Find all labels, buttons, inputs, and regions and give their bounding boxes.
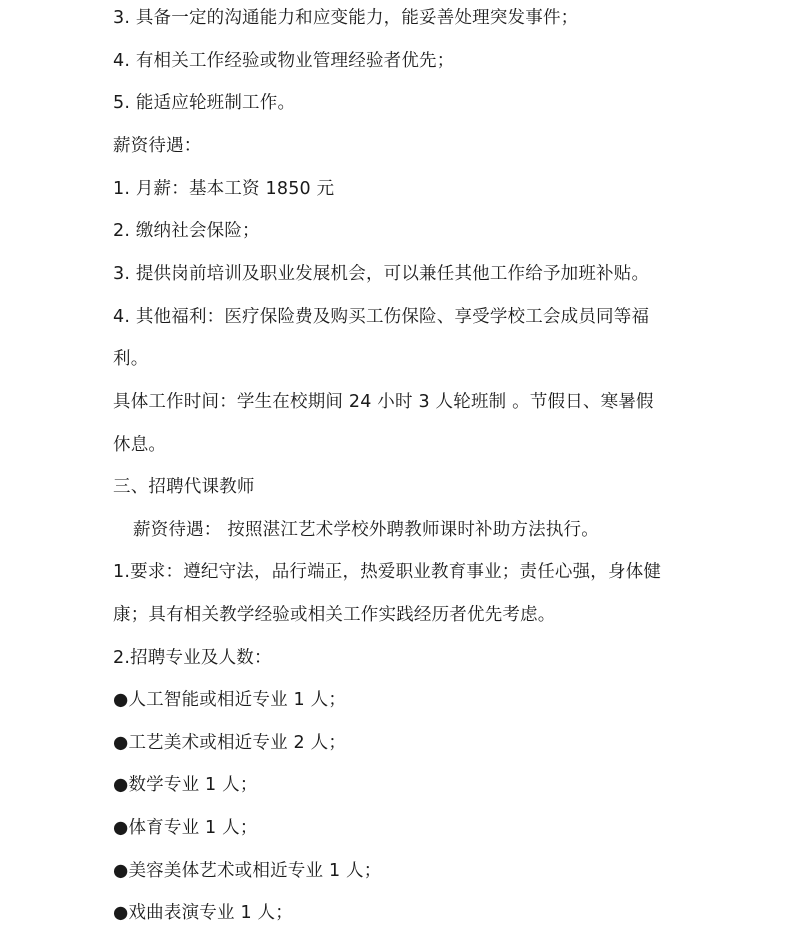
- list-item: [113, 688, 713, 712]
- salary-item-1: 1. 月薪：基本工资 1850 元: [113, 179, 335, 199]
- list-item: [113, 901, 713, 925]
- bullet-icon: ●: [113, 775, 129, 795]
- bullet-text: 美容美体艺术或相近专业 1 人；: [128, 861, 382, 881]
- salary-item-4: 4. 其他福利：医疗保险费及购买工伤保险、享受学校工会成员同等福: [113, 307, 650, 327]
- bullet-icon: ●: [113, 903, 129, 923]
- bullet-text: 戏曲表演专业 1 人；: [128, 903, 293, 923]
- salary-item-4-cont: 利。: [113, 349, 149, 369]
- list-item: [113, 816, 713, 840]
- bullet-icon: ●: [113, 690, 129, 710]
- majors-heading: 2.招聘专业及人数：: [113, 648, 272, 668]
- work-time: 具体工作时间：学生在校期间 24 小时 3 人轮班制 。节假日、寒暑假: [113, 392, 654, 412]
- section-heading-substitute-teacher: 三、招聘代课教师: [113, 477, 255, 497]
- teacher-requirements: 1.要求：遵纪守法，品行端正，热爱职业教育事业；责任心强，身体健: [113, 562, 662, 582]
- teacher-requirements-cont: 康；具有相关教学经验或相关工作实践经历者优先考虑。: [113, 605, 556, 625]
- requirement-3: 3. 具备一定的沟通能力和应变能力，能妥善处理突发事件；: [113, 8, 579, 28]
- bullet-icon: ●: [113, 733, 129, 753]
- requirement-4: 4. 有相关工作经验或物业管理经验者优先；: [113, 51, 455, 71]
- salary-item-3: 3. 提供岗前培训及职业发展机会，可以兼任其他工作给予加班补贴。: [113, 264, 650, 284]
- list-item: [113, 859, 713, 883]
- work-time-cont: 休息。: [113, 435, 167, 455]
- salary-heading: 薪资待遇：: [113, 136, 202, 156]
- teacher-salary: 薪资待遇： 按照湛江艺术学校外聘教师课时补助方法执行。: [133, 520, 599, 540]
- list-item: [113, 731, 713, 755]
- requirement-5: 5. 能适应轮班制工作。: [113, 93, 296, 113]
- bullet-icon: ●: [113, 818, 129, 838]
- bullet-text: 数学专业 1 人；: [128, 775, 258, 795]
- bullet-text: 工艺美术或相近专业 2 人；: [128, 733, 347, 753]
- list-item: [113, 773, 713, 797]
- bullet-text: 人工智能或相近专业 1 人；: [128, 690, 347, 710]
- bullet-icon: ●: [113, 861, 129, 881]
- bullet-text: 体育专业 1 人；: [128, 818, 258, 838]
- salary-item-2: 2. 缴纳社会保险；: [113, 221, 260, 241]
